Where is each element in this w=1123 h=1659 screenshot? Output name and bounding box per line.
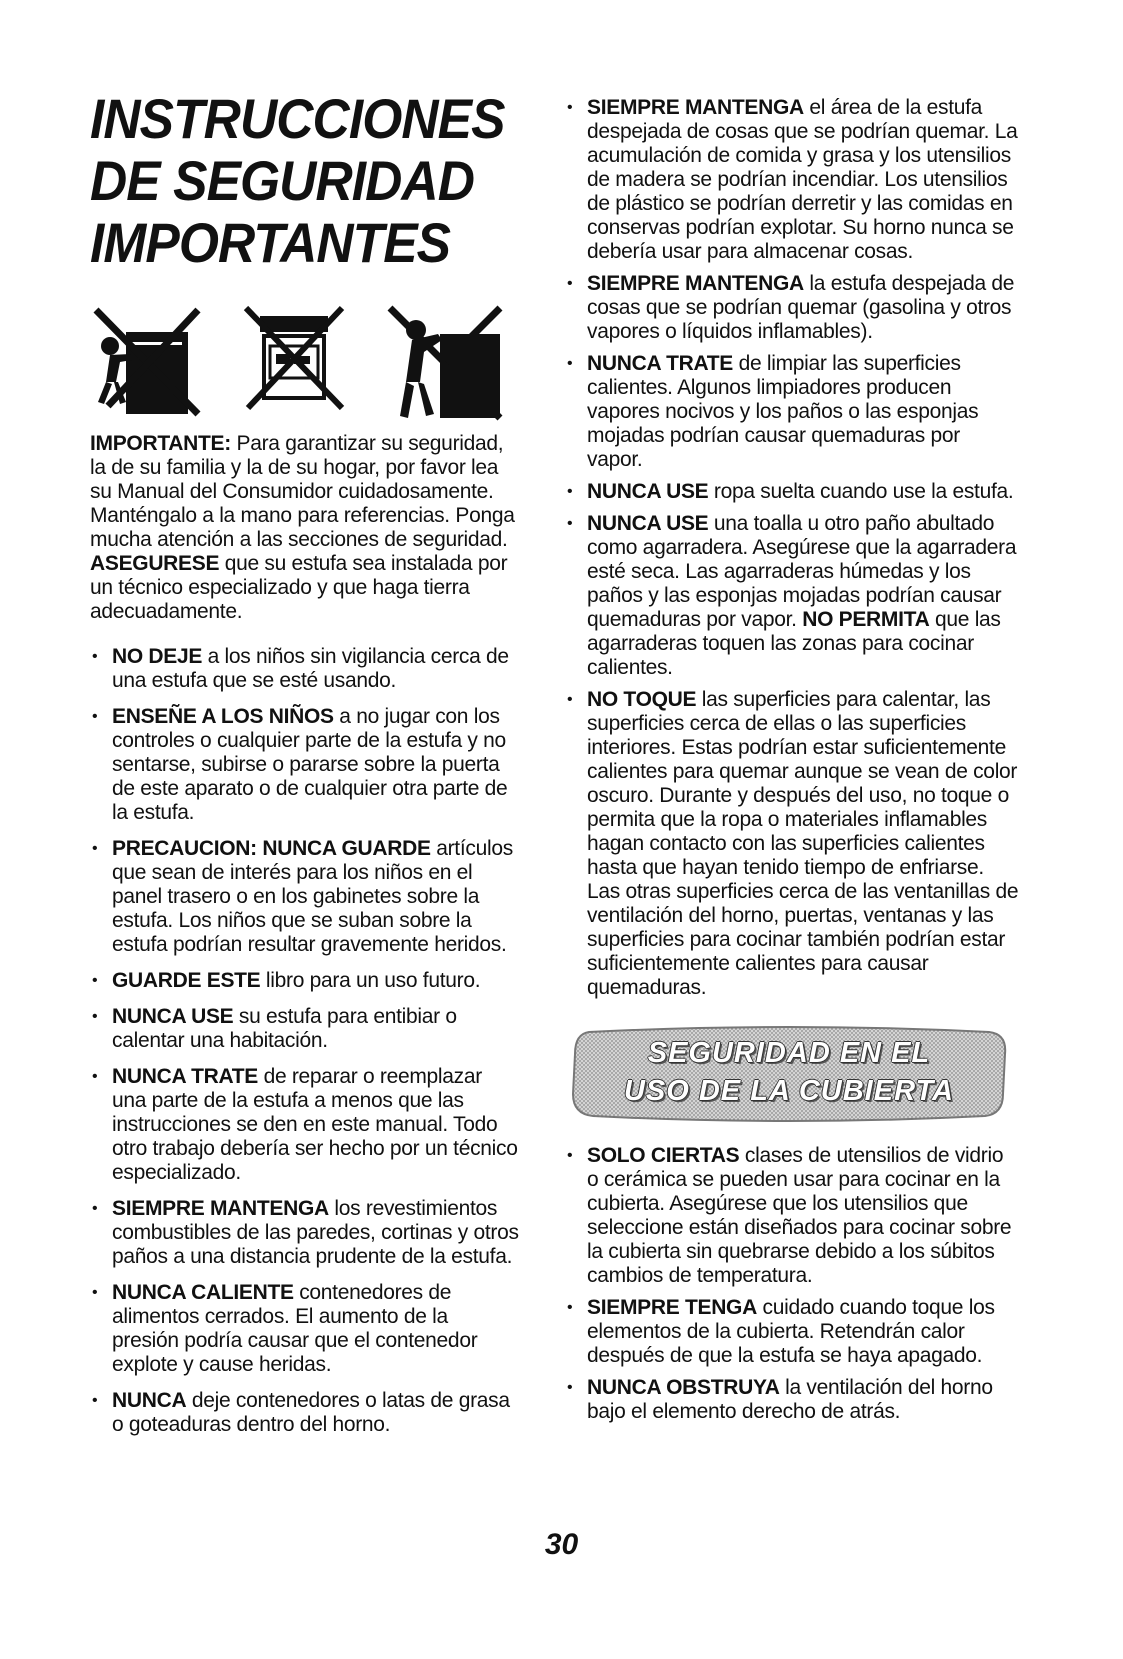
- item-text: la ventilación del horno bajo el elemento derecho de atrás.: [587, 1376, 993, 1423]
- item-keyword: SIEMPRE MANTENGA: [587, 96, 804, 119]
- item-text: de reparar o reemplazar una parte de la estufa a menos que las instrucciones se den en este manual. Todo otro trabajo debería ser hecho por un técnico especializado.: [112, 1065, 518, 1184]
- item-text: cuidado cuando toque los elementos de la cubierta. Retendrán calor después de que la estufa se haya apagado.: [587, 1296, 995, 1367]
- intro-text-2: que su estufa sea instalada por un técnico especializado y que haga tierra adecuadamente.: [90, 552, 508, 623]
- item-keyword: SIEMPRE TENGA: [587, 1296, 757, 1319]
- item-keyword: NUNCA USE: [587, 480, 709, 503]
- right-column: [565, 96, 1020, 1424]
- item-keyword: NO TOQUE: [587, 688, 697, 711]
- list-item: [90, 969, 520, 993]
- child-reaching-stove-icon: [376, 302, 506, 424]
- list-item: [90, 645, 520, 693]
- list-item: [90, 1197, 520, 1269]
- list-item: [565, 1296, 1020, 1368]
- item-keyword: NUNCA USE: [112, 1005, 234, 1028]
- page-title: [90, 87, 505, 274]
- item-keyword: GUARDE ESTE: [112, 969, 261, 992]
- item-text: ropa suelta cuando use la estufa.: [708, 480, 1014, 503]
- item-text: la estufa despejada de cosas que se podrían quemar (gasolina y otros vapores o líquidos inflamables).: [587, 272, 1015, 343]
- item-keyword: SIEMPRE MANTENGA: [587, 272, 804, 295]
- list-item: [565, 1144, 1020, 1288]
- item-text: los revestimientos combustibles de las paredes, cortinas y otros paños a una distancia prudente de la estufa.: [112, 1197, 519, 1268]
- cooktop-safety-banner: [569, 1026, 1009, 1122]
- intro-lead: IMPORTANTE:: [90, 432, 231, 455]
- item-text: clases de utensilios de vidrio o cerámica se pueden usar para cocinar en la cubierta. Asegúrese que los utensilios que seleccione están diseñados para cocinar sobre la cubierta sin quebrarse debido a los súbitos cambios de temperatura.: [587, 1144, 1012, 1287]
- item-keyword: NUNCA OBSTRUYA: [587, 1376, 780, 1399]
- item-keyword: NUNCA TRATE: [112, 1065, 259, 1088]
- left-safety-list: [90, 645, 520, 1437]
- list-item: [90, 1005, 520, 1053]
- list-item: [565, 512, 1020, 680]
- intro-bold-2: ASEGURESE: [90, 552, 220, 575]
- list-item: [90, 837, 520, 957]
- item-text: deje contenedores o latas de grasa o goteaduras dentro del horno.: [112, 1389, 510, 1436]
- safety-icons: [86, 302, 520, 424]
- right-safety-list: [565, 96, 1020, 1000]
- item-keyword: NUNCA USE: [587, 512, 709, 535]
- item-keyword: ENSEÑE A LOS NIÑOS: [112, 705, 334, 728]
- item-text: las superficies para calentar, las superficies cerca de ellas o las superficies interiores. Estas podrían estar suficientemente calientes para quemar aunque se vean de color oscuro. Durante y después del uso, no toque o permita que la ropa o materiales inflamables hagan contacto con las superficies calientes hasta que hayan tenido tiempo de enfriarse. Las otras superficies cerca de las ventanillas de ventilación del horno, puertas, ventanas y las superficies para cocinar también podrían estar suficientemente calientes para causar quemaduras.: [587, 688, 1019, 999]
- list-item: [90, 1281, 520, 1377]
- title-line-3: IMPORTANTES: [90, 211, 451, 274]
- item-keyword: SIEMPRE MANTENGA: [112, 1197, 329, 1220]
- cooktop-safety-list: [565, 1144, 1020, 1424]
- item-text: libro para un uso futuro.: [260, 969, 481, 992]
- item-text: contenedores de alimentos cerrados. El aumento de la presión podría causar que el contenedor explote y cause heridas.: [112, 1281, 478, 1376]
- banner-title: [569, 1034, 1009, 1110]
- item-keyword: SOLO CIERTAS: [587, 1144, 740, 1167]
- list-item: [90, 1065, 520, 1185]
- item-keyword: NUNCA: [112, 1389, 187, 1412]
- item-text: su estufa para entibiar o calentar una habitación.: [112, 1005, 457, 1052]
- item-text: a los niños sin vigilancia cerca de una estufa que se esté usando.: [112, 645, 509, 692]
- item-text: a no jugar con los controles o cualquier parte de la estufa y no sentarse, subirse o pararse sobre la puerta de este aparato o de cualquier otra parte de la estufa.: [112, 705, 508, 824]
- no-storage-in-oven-icon: [238, 302, 350, 422]
- item-keyword: PRECAUCION: NUNCA GUARDE: [112, 837, 431, 860]
- item-text: artículos que sean de interés para los niños en el panel trasero o en los gabinetes sobre la estufa. Los niños que se suban sobre la estufa podrían resultar gravemente heridos.: [112, 837, 513, 956]
- child-climbing-stove-icon: [86, 302, 206, 422]
- list-item: [90, 1389, 520, 1437]
- list-item: [565, 272, 1020, 344]
- intro-text-1: Para garantizar su seguridad, la de su familia y la de su hogar, por favor lea su Manual del Consumidor cuidadosamente. Manténgalo a la mano para referencias. Ponga mucha atención a las secciones de seguridad.: [90, 432, 515, 551]
- title-line-1: INSTRUCCIONES: [90, 87, 505, 150]
- list-item: [90, 705, 520, 825]
- item-text: de limpiar las superficies calientes. Algunos limpiadores producen vapores nocivos y los paños o las esponjas mojadas podrían causar quemaduras por vapor.: [587, 352, 979, 471]
- banner-line-1: SEGURIDAD EN EL: [647, 1037, 931, 1069]
- banner-line-2: USO DE LA CUBIERTA: [623, 1075, 955, 1107]
- list-item: [565, 688, 1020, 1000]
- item-text-2: que las agarraderas toquen las zonas para cocinar calientes.: [587, 608, 1001, 679]
- list-item: [565, 480, 1020, 504]
- item-keyword: NO DEJE: [112, 645, 203, 668]
- item-text: el área de la estufa despejada de cosas que se podrían quemar. La acumulación de comida y grasa y los utensilios de madera se podrían incendiar. Los utensilios de plástico se podrían derretir y las comidas en conservas podrían explotar. Su horno nunca se debería usar para almacenar cosas.: [587, 96, 1018, 263]
- item-keyword: NUNCA TRATE: [587, 352, 734, 375]
- left-column: [90, 88, 520, 1437]
- title-line-2: DE SEGURIDAD: [90, 149, 474, 212]
- list-item: [565, 1376, 1020, 1424]
- page-number: 30: [544, 1528, 579, 1561]
- list-item: [565, 352, 1020, 472]
- item-keyword: NUNCA CALIENTE: [112, 1281, 294, 1304]
- item-keyword-2: NO PERMITA: [802, 608, 930, 631]
- list-item: [565, 96, 1020, 264]
- intro-paragraph: [90, 432, 520, 624]
- item-text: una toalla u otro paño abultado como agarradera. Asegúrese que la agarradera esté seca. Las agarraderas húmedas y los paños y las esponjas mojadas podrían causar quemaduras por vapor.: [587, 512, 1017, 631]
